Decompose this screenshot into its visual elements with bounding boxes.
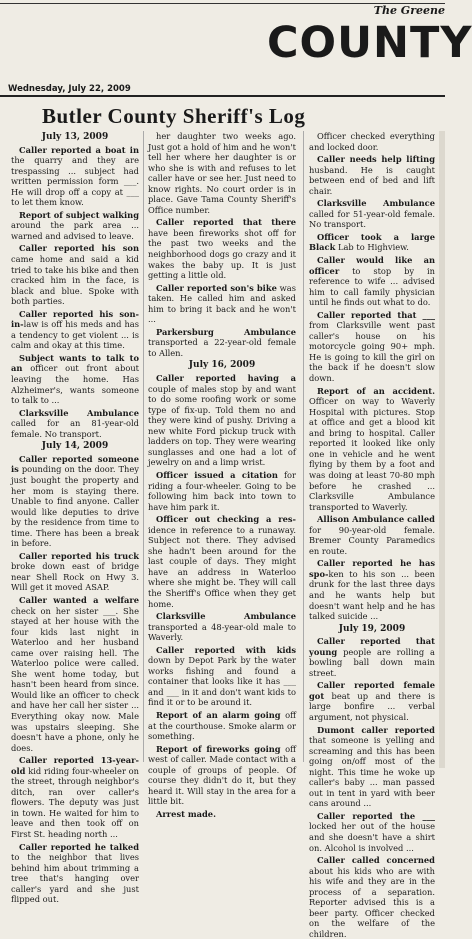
adjacent-page-edge: [439, 131, 445, 768]
log-entry-lead: Caller reported his truck: [19, 550, 139, 561]
log-entry-body: about his kids who are with his wife and they are in the process of a separation. Reporter advised this is a beer party. Officer checked on the welfare of the children.: [309, 865, 435, 939]
log-entry: [11, 210, 139, 242]
log-date-heading: July 14, 2009: [41, 441, 109, 452]
log-entry-lead: Caller reported the ___: [317, 810, 435, 821]
log-entry-lead: Clarksville Ambulance: [317, 198, 435, 209]
log-entry-body: transported a 22-year-old female to Allen.: [148, 337, 296, 358]
article-column-1: [11, 131, 139, 905]
log-entry: [11, 755, 139, 839]
log-entry-lead: Caller reported a boat in: [19, 144, 139, 155]
log-entry: [309, 154, 435, 196]
log-entry-lead: Caller reported female got: [309, 680, 435, 701]
log-date-heading: July 16, 2009: [188, 360, 256, 371]
log-entry-body: that someone is yelling and screaming and this has been going on/off most of the night. This time he woke up caller's baby ... man passed out in tent in yard with beer cans around ...: [309, 735, 435, 809]
log-entry: [309, 386, 435, 513]
log-entry: [11, 408, 139, 440]
log-entry: [148, 470, 296, 512]
log-entry: [148, 645, 296, 708]
log-entry-body: Officer checked everything and locked door.: [309, 131, 435, 152]
log-entry: [309, 514, 435, 556]
log-entry: [148, 327, 296, 359]
log-entry: [309, 680, 435, 722]
log-entry: [309, 198, 435, 230]
log-entry: [11, 145, 139, 208]
log-entry-body: Lab to Highview.: [335, 242, 409, 253]
log-entry-body: law is off his meds and has a tendency to get violent ... is calm and okay at this time.: [11, 319, 139, 351]
log-entry-lead: Caller reported his son: [19, 243, 139, 254]
log-entry: [309, 811, 435, 853]
log-entry-body: came home and said a kid tried to take his bike and then cracked him in the face, is black and blue. Spoke with both parties.: [11, 254, 139, 307]
log-entry-continued: [148, 131, 296, 215]
log-entry-lead: Report of fireworks going: [156, 743, 281, 754]
article-headline: Butler County Sheriff's Log: [42, 104, 306, 128]
log-entry-body: husband. He is caught between end of bed and lift chair.: [309, 164, 435, 196]
log-entry: [11, 353, 139, 406]
log-entry-body: couple of males stop by and want to do some roofing work or some type of fix-up. Told them no and they were kind of pushy. Driving a new white Ford pickup truck with ladders on top. They were wearing sunglasses and one had a lot of jewelry on and a limp wrist.: [148, 383, 296, 468]
log-entry-lead: Caller wanted a welfare: [19, 594, 139, 605]
log-entry-body: her daughter two weeks ago. Just got a hold of him and he won't tell her where her daughter is or who she is with and refuses to let caller have or see her. Just need to know rights. No court order is in place. Gave Tama County Sheriff's Office number.: [148, 131, 296, 215]
log-entry-body: idence in reference to a runaway. Subject not there. They advised she hadn't been around for the last couple of days. They might have an address in Waterloo where she might be. They will call the Sheriff's Office when they get home.: [148, 524, 296, 609]
log-entry-lead: Officer out checking a res-: [156, 514, 296, 525]
log-entry-lead: Subject wants to talk to an: [11, 352, 139, 374]
masthead-rule: [0, 95, 445, 97]
log-entry-lead: Dumont caller reported: [317, 724, 435, 735]
log-entry-body: to the neighbor that lives behind him about trimming a tree that's hanging over caller's yard and she just flipped out.: [11, 852, 139, 905]
log-entry-lead: Caller reported with kids: [156, 644, 296, 655]
log-entry: [309, 255, 435, 308]
log-entry: [148, 373, 296, 468]
log-entry-lead: Report of an accident.: [317, 385, 435, 396]
log-entry: [148, 217, 296, 280]
log-entry-lead: Caller reported that young: [309, 636, 435, 657]
log-entry-body: broke down east of bridge near Shell Rock on Hwy 3. Will get it moved ASAP.: [11, 561, 139, 593]
column-divider: [143, 131, 144, 762]
log-entry-body: officer out front about leaving the home. Has Alzheimer's, wants someone to talk to ...: [11, 363, 139, 406]
log-entry-body: off west of caller. Made contact with a couple of groups of people. Of course they didn't do it, but they heard it. Will stay in the area for a little bit.: [148, 743, 296, 807]
log-entry: [309, 232, 435, 253]
log-entry: [309, 855, 435, 939]
log-entry-lead: Caller reported someone is: [11, 453, 139, 475]
log-entry-body: called for 51-year-old female. No transport.: [309, 208, 435, 230]
log-entry: [148, 611, 296, 643]
log-entry-body: kid riding four-wheeler on the street, through neighbor's ditch, ran over caller's flowers. The deputy was just in town. He waited for him to leave and then took off on First St. heading north ...: [11, 765, 139, 839]
log-entry-lead: Report of subject walking: [19, 209, 139, 220]
log-date-heading: July 13, 2009: [41, 132, 109, 142]
log-entry-lead: Caller reported his son-in-: [11, 308, 139, 330]
log-entry-lead: Clarksville Ambulance: [19, 407, 139, 418]
log-entry-body: Officer on way to Waverly Hospital with pictures. Stop at office and get a blood kit and bring to hospital. Caller reported it looked like only one in vehicle and he went flying by them by a foot and was doing at least 70-80 mph before he crashed ... Clarksville Ambulance transported to Waverly.: [309, 396, 435, 512]
log-entry-lead: Caller needs help lifting: [317, 154, 435, 165]
log-entry: [309, 725, 435, 809]
log-entry-lead: Clarksville Ambulance: [156, 611, 296, 622]
log-entry-body: around the park area ... warned and advised to leave.: [11, 220, 139, 241]
log-entry-body: beat up and there is large bonfire ... verbal argument, not physical.: [309, 690, 435, 722]
log-entry: [309, 636, 435, 678]
log-entry-body: people are rolling a bowling ball down main street.: [309, 646, 435, 678]
log-entry: [309, 310, 435, 384]
log-entry-body: ken to his son ... been drunk for the last three days and he wants help but doesn't want help and he has talked suicide ...: [309, 568, 435, 622]
log-entry-lead: Parkersburg Ambulance: [156, 326, 296, 337]
log-entry-lead: Caller reported that there: [156, 217, 296, 228]
log-entry: [309, 558, 435, 621]
log-entry-body: locked her out of the house and she doesn't have a shirt on. Alcohol is involved ...: [309, 821, 435, 853]
log-entry-continued: [309, 131, 435, 152]
log-entry-lead: Caller would like an officer: [309, 255, 435, 276]
log-entry: [148, 710, 296, 742]
log-entry-lead: Caller reported he talked: [19, 841, 139, 852]
log-entry: [148, 809, 296, 820]
log-date-heading: July 19, 2009: [338, 623, 406, 634]
log-entry: [148, 283, 296, 325]
log-entry-lead: Caller reported that ___: [317, 309, 435, 320]
log-entry-body: down by Depot Park by the water works fishing and found a container that looks like it has ___ and ___ in it and don't want kids to find it or to be around it.: [148, 655, 296, 708]
log-entry-lead: Caller called concerned: [317, 855, 435, 866]
log-entry-lead: Caller reported he has spo-: [309, 558, 435, 579]
log-entry-lead: Caller reported having a: [156, 373, 296, 384]
log-entry-body: to stop by in reference to wife ... advised him to call family physician until he finds out what to do.: [309, 265, 435, 308]
article-column-3: [309, 131, 435, 939]
log-entry-body: pounding on the door. They just bought the property and her mom is staying there. Unable to find anyone. Caller would like deputies to drive by the residence from time to time. There has been a break in before.: [11, 464, 139, 549]
log-entry-body: check on her sister ___. She stayed at her house with the four kids last night in Waterloo and her husband came over raising hell. The Waterloo police were called. She went home today, but hasn't been heard from since. Would like an officer to check and have her call her sister ... Everything okay now. Male was upstairs sleeping. She doesn't have a phone, only he does.: [11, 605, 139, 753]
log-entry-body: transported a 48-year-old male to Waverly.: [148, 621, 296, 643]
column-divider: [303, 131, 304, 762]
log-entry: [148, 744, 296, 807]
log-entry: [11, 551, 139, 593]
log-entry: [148, 514, 296, 609]
log-entry: [11, 243, 139, 306]
log-entry: [11, 309, 139, 351]
log-entry-lead: Caller reported 13-year-old: [11, 755, 139, 776]
log-entry-body: was taken. He called him and asked him to bring it back and he won't ...: [148, 282, 296, 325]
newspaper-title: COUNTY: [267, 18, 472, 68]
log-entry-body: from Clarksville went past caller's house on his motorcycle going 90+ mph. He is going to kill the girl on the back if he doesn't slow down.: [309, 320, 435, 384]
log-entry-lead: Officer issued a citation: [156, 469, 278, 480]
log-entry-body: off at the courthouse. Smoke alarm or something.: [148, 709, 296, 742]
log-entry-body: the quarry and they are trespassing ... subject had written permission form ___. He will drop off a copy at ___ to let them know.: [11, 155, 139, 208]
log-entry-body: have been fireworks shot off for the past two weeks and the neighborhood dogs go crazy and it wakes the baby up. It is just getting a little old.: [148, 227, 296, 281]
issue-dateline: Wednesday, July 22, 2009: [8, 84, 131, 94]
newspaper-brand: The Greene: [373, 4, 445, 17]
log-entry: [11, 595, 139, 753]
log-entry-lead: Report of an alarm going: [156, 709, 281, 720]
log-entry-body: for 90-year-old female. Bremer County Paramedics en route.: [309, 524, 435, 556]
log-entry-lead: Caller reported son's bike: [156, 282, 277, 293]
log-entry: [11, 454, 139, 549]
article-column-2: [148, 131, 296, 819]
log-entry-lead: Allison Ambulance called: [317, 514, 435, 525]
log-entry-body: called for an 81-year-old female. No transport.: [11, 418, 139, 439]
log-entry-body: for riding a four-wheeler. Going to be following him back into town to have him park it.: [148, 469, 296, 512]
log-entry-lead: Officer took a large Black: [309, 231, 435, 253]
log-entry-lead: Arrest made.: [156, 808, 216, 819]
log-entry: [11, 842, 139, 905]
